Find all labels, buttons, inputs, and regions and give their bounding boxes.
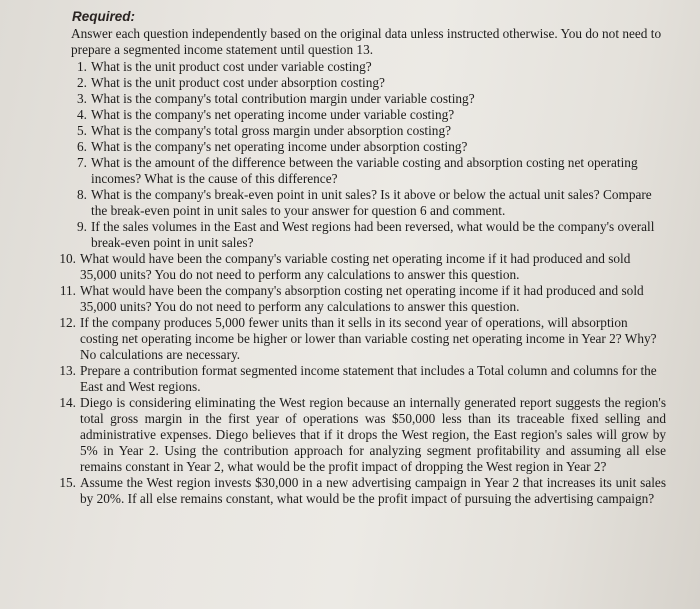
question-text: If the sales volumes in the East and West regions had been reversed, what would be the company's overall break-even point in unit sales? [91,219,655,250]
required-heading: Required: [72,9,136,24]
question-text: What is the company's total gross margin under absorption costing? [91,123,451,138]
question-text: What is the unit product cost under variable costing? [91,59,372,74]
question-text: Diego is considering eliminating the West region because an internally generated report suggests the region's total gross margin in the first year of operations was $50,000 less than its traceable fixed selling and administrative expenses. Diego believes that if it drops the West region, the East region's sales will grow by 5% in Year 2. Using the contribution approach for analyzing segment profitability and assuming all else remains constant in Year 2, what would be the profit impact of dropping the West region in Year 2? [80,395,666,474]
question-item [59,283,666,315]
question-number: 7. [77,155,87,170]
question-number: 14. [59,395,76,410]
question-text: What is the company's net operating income under variable costing? [91,107,455,122]
question-item [66,91,666,107]
question-number: 3. [77,91,87,106]
question-item [59,395,666,475]
question-item [59,363,666,395]
question-item [66,187,666,219]
question-item [59,251,666,283]
question-item [66,123,666,139]
question-item [66,75,666,91]
question-number: 13. [59,363,76,378]
question-item [59,475,666,507]
question-number: 10. [59,251,76,266]
question-text: What is the company's total contribution margin under variable costing? [91,91,475,106]
question-item [66,219,666,251]
question-item [66,155,666,187]
question-text: Prepare a contribution format segmented income statement that includes a Total column and columns for the East and West regions. [80,363,657,394]
question-item [66,59,666,75]
question-number: 2. [77,75,87,90]
question-text: What is the company's break-even point in unit sales? Is it above or below the actual unit sales? Compare the break-even point in unit sales to your answer for question 6 and comment. [91,187,652,218]
question-number: 12. [59,315,76,330]
question-number: 6. [77,139,87,154]
question-text: What is the unit product cost under absorption costing? [91,75,385,90]
question-number: 8. [77,187,87,202]
question-list [59,59,666,507]
question-text: What would have been the company's variable costing net operating income if it had produced and sold 35,000 units? You do not need to perform any calculations to answer this question. [80,251,631,282]
question-number: 1. [77,59,87,74]
question-item [66,139,666,155]
question-number: 11. [59,283,76,298]
question-text: What is the amount of the difference between the variable costing and absorption costing net operating incomes? What is the cause of this difference? [91,155,638,186]
question-item [59,315,666,363]
question-text: What would have been the company's absorption costing net operating income if it had produced and sold 35,000 units? You do not need to perform any calculations to answer this question. [80,283,644,314]
question-number: 9. [77,219,87,234]
question-text: Assume the West region invests $30,000 in a new advertising campaign in Year 2 that increases its unit sales by 20%. If all else remains constant, what would be the profit impact of pursuing the advertising campaign? [80,475,666,506]
instructions-paragraph: Answer each question independently based on the original data unless instructed otherwise. You do not need to prepare a segmented income statement until question 13. [71,26,662,57]
question-text: If the company produces 5,000 fewer units than it sells in its second year of operations, will absorption costing net operating income be higher or lower than variable costing net operating income in Year 2? Why? No calculations are necessary. [80,315,657,362]
question-number: 5. [77,123,87,138]
question-number: 4. [77,107,87,122]
question-text: What is the company's net operating income under absorption costing? [91,139,468,154]
question-item [66,107,666,123]
question-number: 15. [59,475,76,490]
textbook-page [59,8,666,507]
